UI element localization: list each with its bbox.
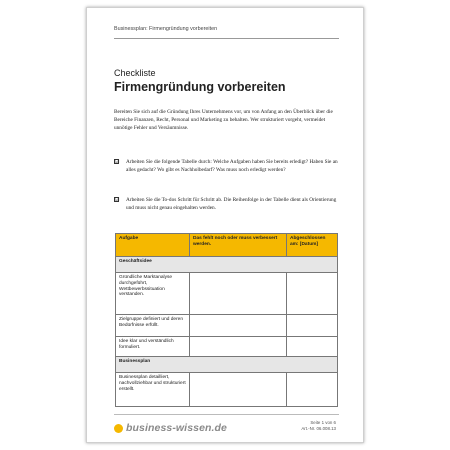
- page-info: [301, 420, 336, 432]
- checkbox-checked-icon: ☑: [115, 197, 120, 203]
- table-section-row: [116, 357, 338, 373]
- checkbox-checked-icon: ☑: [115, 159, 120, 165]
- table-row: [116, 273, 338, 315]
- task-cell: Gründliche Marktanalyse durchgeführt, Wettbewerbssituation verstanden.: [116, 273, 190, 315]
- section-title: Geschäftsidee: [116, 257, 338, 273]
- footer-divider: [114, 414, 339, 415]
- task-cell: Idee klar und verständlich formuliert.: [116, 337, 190, 357]
- checklist-item: [114, 158, 338, 175]
- missing-cell[interactable]: [190, 315, 287, 337]
- running-header: Businessplan: Firmengründung vorbereiten: [114, 26, 218, 32]
- document-page: [86, 7, 364, 443]
- table-row: [116, 373, 338, 407]
- date-cell[interactable]: [287, 315, 338, 337]
- checklist-item: [114, 196, 338, 213]
- checklist-table: [115, 233, 338, 407]
- column-header-completed: Abgeschlossen am: [Datum]: [287, 234, 338, 257]
- missing-cell[interactable]: [190, 373, 287, 407]
- checklist-item-text: Arbeiten Sie die folgende Tabelle durch: Welche Aufgaben haben Sie bereits erledigt? Haben Sie an alles gedacht? Wo gibt es Nachholbedarf? Was muss noch erledigt werden?: [126, 159, 338, 174]
- page-number: Seite 1 von 6: [310, 420, 336, 425]
- column-header-task: Aufgabe: [116, 234, 190, 257]
- task-cell: Businessplan detailliert, nachvollziehbar und strukturiert erstellt.: [116, 373, 190, 407]
- intro-paragraph: Bereiten Sie sich auf die Gründung Ihres Unternehmens vor, um von Anfang an den Überblick über die Bereiche Finanzen, Recht, Personal und Marketing zu behalten. Wer strukturiert vorgeht, vermeidet unnötige Fehler und Versäumnisse.: [114, 109, 333, 131]
- date-cell[interactable]: [287, 273, 338, 315]
- logo-dot-icon: [114, 424, 123, 433]
- checklist-item-text: Arbeiten Sie die To-dos Schritt für Schritt ab. Die Reihenfolge in der Tabelle dient als Orientierung und muss nicht genau eingehalten werden.: [126, 197, 337, 212]
- brand-logo: [114, 422, 227, 434]
- date-cell[interactable]: [287, 373, 338, 407]
- column-header-missing: Das fehlt noch oder muss verbessert werden.: [190, 234, 287, 257]
- table-section-row: [116, 257, 338, 273]
- table-row: [116, 315, 338, 337]
- header-divider: [114, 38, 339, 39]
- document-type-label: Checkliste: [114, 68, 156, 78]
- page-title: Firmengründung vorbereiten: [114, 80, 286, 94]
- table-header-row: [116, 234, 338, 257]
- missing-cell[interactable]: [190, 273, 287, 315]
- section-title: Businessplan: [116, 357, 338, 373]
- task-cell: Zielgruppe definiert und deren Bedürfnisse erfüllt.: [116, 315, 190, 337]
- date-cell[interactable]: [287, 337, 338, 357]
- table-row: [116, 337, 338, 357]
- logo-wordmark: business-wissen.de: [126, 422, 228, 434]
- missing-cell[interactable]: [190, 337, 287, 357]
- article-number: Art.-Nr. 06.008.13: [301, 426, 336, 431]
